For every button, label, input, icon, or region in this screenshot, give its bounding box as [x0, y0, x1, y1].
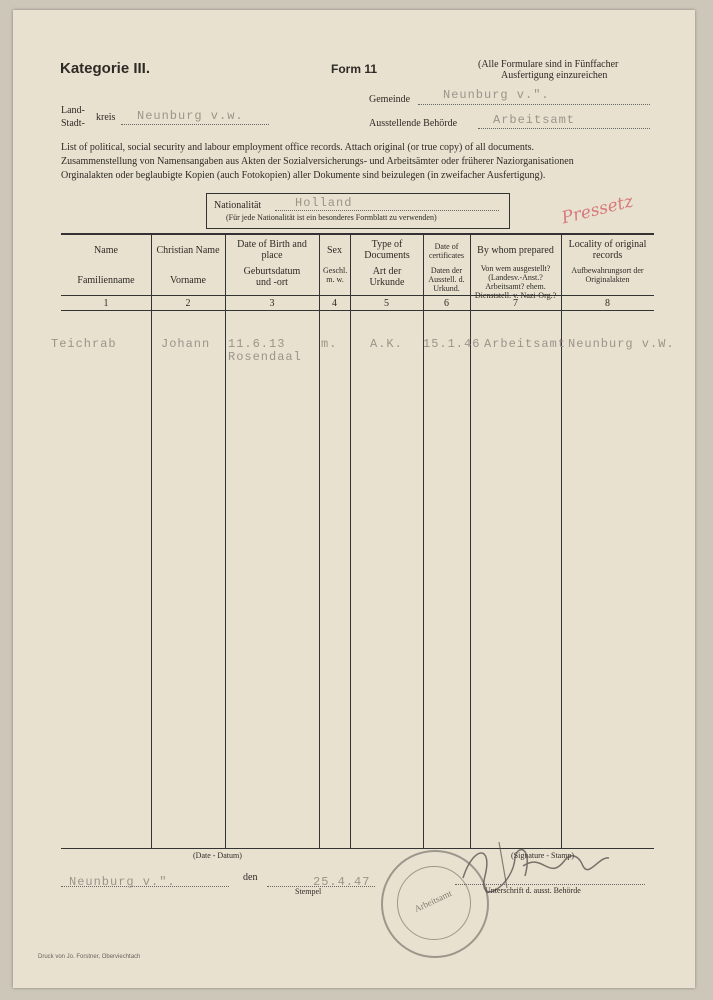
- col-name-en: Name: [94, 245, 118, 256]
- col-num-6: 6: [444, 298, 449, 309]
- land-label: Land-: [61, 105, 85, 116]
- col-locality-en: Locality of original records: [568, 239, 647, 261]
- copies-note-line2: Ausfertigung einzureichen: [501, 70, 608, 81]
- printer-imprint: Druck von Jo. Forstner, Oberviechtach: [38, 954, 141, 960]
- col-divider-3: [319, 234, 320, 848]
- col-date-de: Daten der Ausstell. d. Urkund.: [428, 266, 465, 293]
- footer-place: Neunburg v.".: [69, 875, 176, 889]
- col-type-en: Type of Documents: [364, 239, 410, 261]
- nationality-label: Nationalität: [214, 200, 262, 211]
- cell-dob: 11.6.13: [228, 337, 286, 351]
- date-caption: (Date - Datum): [193, 851, 242, 860]
- footer-den: den: [243, 872, 258, 883]
- col-dob-en: Date of Birth and place: [237, 239, 307, 261]
- col-num-7: 7: [513, 298, 518, 309]
- col-first-de: Vorname: [170, 275, 206, 286]
- signature-authority-label: Unterschrift d. ausst. Behörde: [485, 886, 581, 895]
- col-name-de: Familienname: [77, 275, 135, 286]
- col-dob-de: Geburtsdatum und -ort: [243, 266, 301, 288]
- form-sheet: [13, 10, 695, 988]
- handwritten-annotation: Pressetz: [559, 191, 636, 229]
- col-date-en: Date of certificates: [428, 242, 465, 260]
- category-title: Kategorie III.: [60, 60, 151, 77]
- col-divider-7: [561, 234, 562, 848]
- intro-german-2: Orginalakten oder beglaubigte Kopien (auch Fotokopien) aller Dokumente sind beizulegen (in zweifacher Ausfertigung).: [61, 170, 546, 181]
- col-sex-de: Geschl. m. w.: [323, 266, 348, 284]
- cell-name: Teichrab: [51, 337, 117, 351]
- gemeinde-value: Neunburg v.".: [443, 88, 550, 102]
- cell-doc-type: A.K.: [370, 337, 403, 351]
- col-locality-de: Aufbewahrungsort der Originalakten: [571, 266, 644, 284]
- gemeinde-label: Gemeinde: [369, 94, 411, 105]
- col-by-en: By whom prepared: [477, 245, 554, 256]
- stadt-label: Stadt-: [61, 118, 85, 129]
- cell-birthplace: Rosendaal: [228, 350, 302, 364]
- nationality-note: (Für jede Nationalität ist ein besonderes Formblatt zu verwenden): [226, 213, 437, 222]
- cell-prepared-by: Arbeitsamt: [484, 337, 567, 351]
- behoerde-label: Ausstellende Behörde: [369, 118, 458, 129]
- col-num-8: 8: [605, 298, 610, 309]
- intro-german-1: Zusammenstellung von Namensangaben aus Akten der Sozialversicherungs- und Arbeitsämter oder früherer Naziorganisationen: [61, 156, 574, 167]
- intro-english: List of political, social security and labour employment office records. Attach original (or true copy) of all documents.: [61, 142, 535, 153]
- col-by-de: Von wem ausgestellt? (Landesv.-Anst.? Arbeitsamt? ehem. Dienststell. v. Nazi-Org.?: [474, 264, 557, 300]
- col-sex-en: Sex: [327, 245, 342, 256]
- col-divider-6: [470, 234, 471, 848]
- cell-cert-date: 15.1.46: [423, 337, 481, 351]
- col-divider-2: [225, 234, 226, 848]
- copies-note-line1: (Alle Formulare sind in Fünffacher: [478, 59, 619, 70]
- col-num-4: 4: [332, 298, 337, 309]
- nationality-value: Holland: [295, 196, 353, 210]
- signature-caption: (Signature - Stamp): [511, 851, 575, 860]
- table-top-rule: [61, 233, 654, 235]
- col-num-3: 3: [269, 298, 275, 309]
- behoerde-value: Arbeitsamt: [493, 113, 576, 127]
- col-divider-4: [350, 234, 351, 848]
- official-stamp: [381, 850, 489, 958]
- kreis-value: Neunburg v.w.: [137, 109, 244, 123]
- cell-first-name: Johann: [161, 337, 211, 351]
- col-num-1: 1: [103, 298, 109, 309]
- cell-sex: m.: [321, 337, 338, 351]
- col-first-en: Christian Name: [156, 245, 220, 256]
- stamp-text: Arbeitsamt: [412, 888, 454, 914]
- form-number: Form 11: [331, 62, 378, 76]
- col-num-5: 5: [384, 298, 389, 309]
- kreis-label: kreis: [96, 112, 116, 123]
- col-num-2: 2: [185, 298, 191, 309]
- table-number-rule: [61, 310, 654, 311]
- table-header-rule: [61, 295, 654, 296]
- stempel-label: Stempel: [295, 887, 322, 896]
- col-divider-1: [151, 234, 152, 848]
- cell-locality: Neunburg v.W.: [568, 337, 675, 351]
- col-divider-5: [423, 234, 424, 848]
- footer-date: 25.4.47: [313, 875, 371, 889]
- col-type-de: Art der Urkunde: [369, 266, 405, 288]
